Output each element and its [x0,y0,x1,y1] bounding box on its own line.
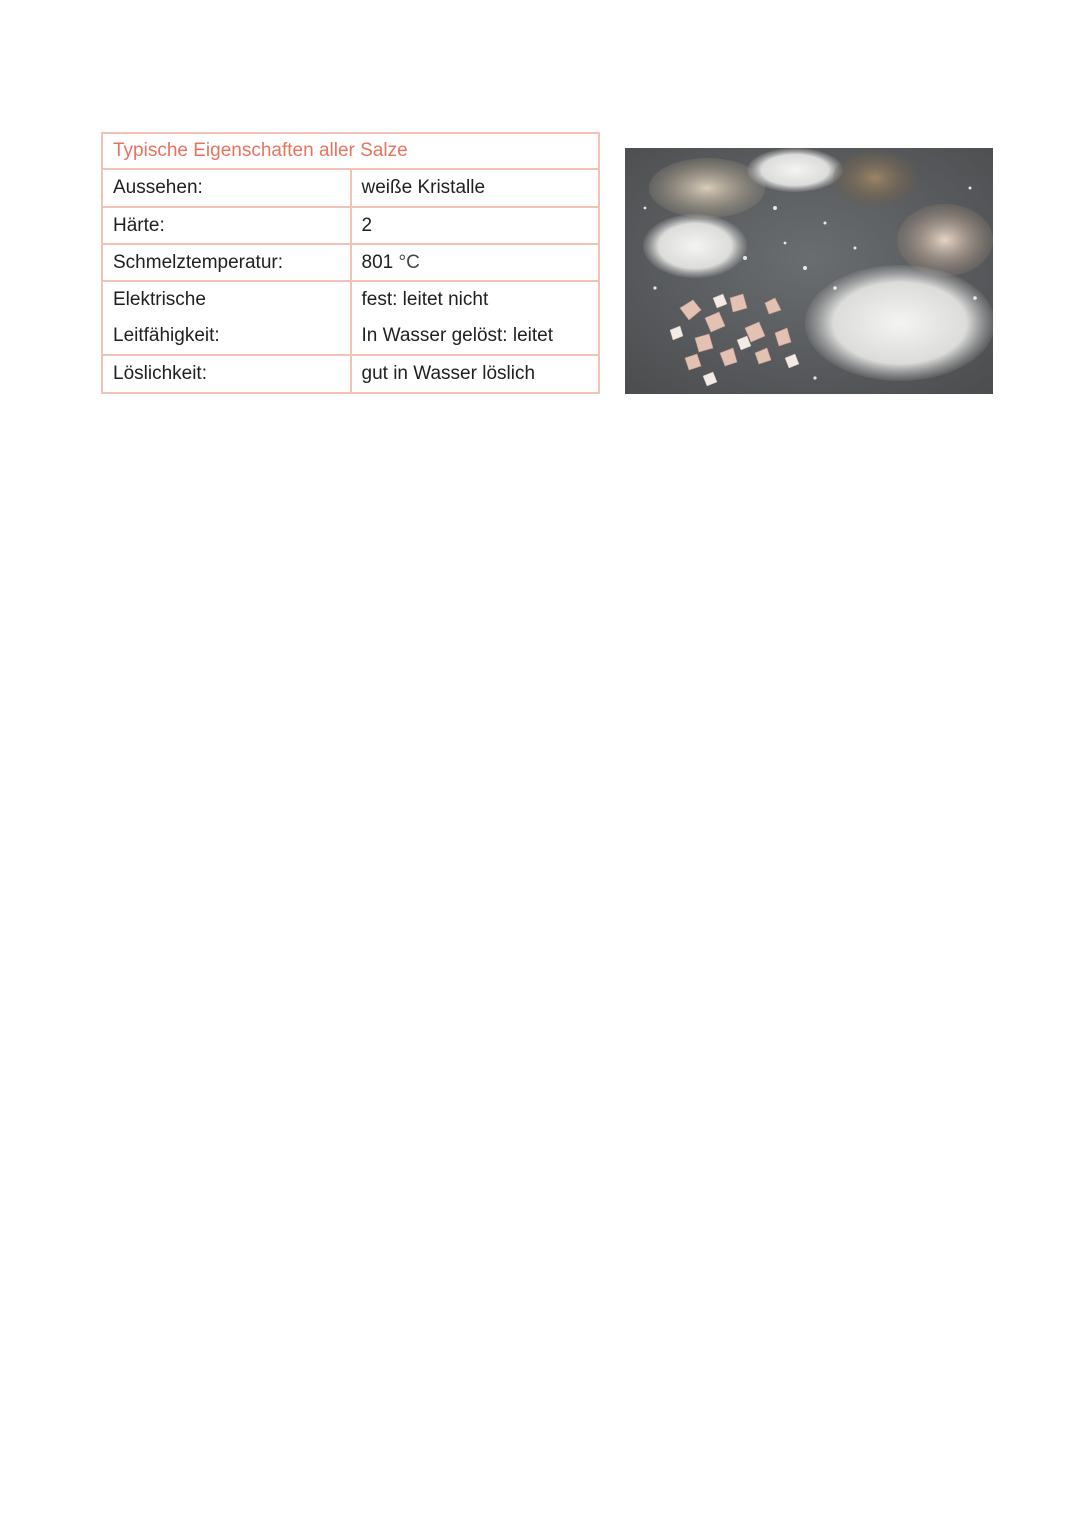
property-value-appearance: weiße Kristalle [351,169,600,207]
conductivity-value-line2: In Wasser gelöst: leitet [361,325,553,346]
table-row [102,244,599,281]
property-label-conductivity [102,281,351,355]
conductivity-label-line1: Elektrische [113,289,206,310]
salt-crystals-photo [625,148,993,394]
conductivity-value-line1: fest: leitet nicht [361,289,489,310]
property-label-solubility: Löslichkeit: [102,355,351,393]
melting-temperature-unit: °C [398,251,420,273]
property-label-hardness: Härte: [102,207,351,244]
table-title: Typische Eigenschaften aller Salze [102,133,599,169]
table-row [102,355,599,393]
property-value-melting-temperature [351,244,600,281]
salt-properties-table [101,132,600,394]
property-label-appearance: Aussehen: [102,169,351,207]
property-value-conductivity [351,281,600,355]
conductivity-label-line2: Leitfähigkeit: [113,325,220,346]
property-label-melting-temperature: Schmelztemperatur: [102,244,351,281]
property-value-solubility: gut in Wasser löslich [351,355,600,393]
property-value-hardness: 2 [351,207,600,244]
table-row [102,281,599,355]
melting-temperature-number: 801 [361,251,394,273]
table-row [102,207,599,244]
table-row [102,169,599,207]
